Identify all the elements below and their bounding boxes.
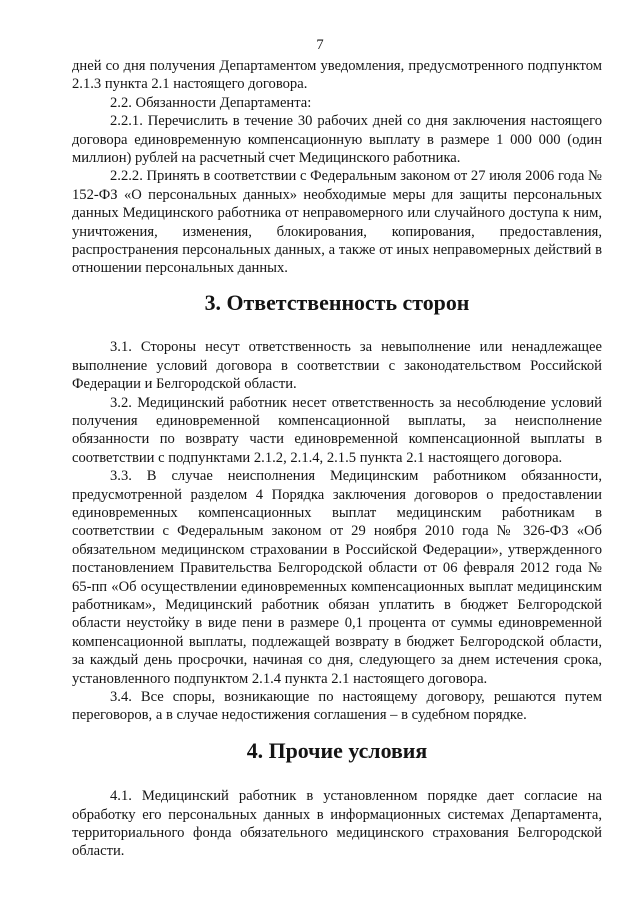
section-4-title: 4. Прочие условия (246, 737, 428, 763)
paragraph-2-2: 2.2. Обязанности Департамента: (110, 94, 312, 111)
page-number: 7 (316, 37, 324, 53)
paragraph-3-1: 3.1. Стороны несут ответственность за невыполнение или ненадлежащее выполнение условий договора в соответствии с законодательством Российской Федерации и Белгородской области. (72, 339, 602, 393)
paragraph-2-2-1: 2.2.1. Перечислить в течение 30 рабочих дней со дня заключения настоящего договора единовременную компенсационную выплату в размере 1 000 000 (один миллион) рублей на расчетный счет Медицинского работника. (72, 113, 602, 167)
section-3-title: 3. Ответственность сторон (204, 289, 470, 315)
paragraph-continuation: дней со дня получения Департаментом уведомления, предусмотренного подпунктом 2.1.3 пункта 2.1 настоящего договора. (72, 58, 602, 93)
document-body (72, 57, 602, 861)
paragraph-3-3: 3.3. В случае неисполнения Медицинским работником обязанности, предусмотренной разделом 4 Порядка заключения договоров о предоставлении единовременных компенсационных выплат медицинским работникам в соответствии с Федеральным законом от 29 ноября 2010 года № 326-ФЗ «Об обязательном медицинском страховании в Российской Федерации», утвержденного постановлением Правительства Белгородской области от 06 февраля 2012 года № 65-пп «Об осуществлении единовременных компенсационных выплат медицинским работникам», Медицинский работник обязан уплатить в бюджет Белгородской области неустойку в виде пени в размере 0,1 процента от суммы единовременной компенсационной выплаты, подлежащей возврату в бюджет Белгородской области, за каждый день просрочки, начиная со дня, следующего за днем истечения срока, установленного подпунктом 2.1.4 пункта 2.1 настоящего договора. (72, 468, 602, 687)
paragraph-2-2-2: 2.2.2. Принять в соответствии с Федеральным законом от 27 июля 2006 года № 152-ФЗ «О персональных данных» необходимые меры для защиты персональных данных Медицинского работника от неправомерного или случайного доступа к ним, уничтожения, изменения, блокирования, копирования, предоставления, распространения персональных данных, а также от иных неправомерных действий в отношении персональных данных. (72, 168, 602, 277)
paragraph-4-1: 4.1. Медицинский работник в установленном порядке дает согласие на обработку его персональных данных в информационных системах Департамента, территориального фонда обязательного медицинского страхования Белгородской области. (72, 788, 602, 860)
paragraph-3-2: 3.2. Медицинский работник несет ответственность за несоблюдение условий получения единовременной компенсационной выплаты, за неисполнение обязанности по возврату части единовременной компенсационной выплаты в соответствии с подпунктами 2.1.2, 2.1.4, 2.1.5 пункта 2.1 настоящего договора. (72, 394, 602, 466)
paragraph-3-4: 3.4. Все споры, возникающие по настоящему договору, решаются путем переговоров, а в случае недостижения соглашения – в судебном порядке. (72, 689, 602, 724)
